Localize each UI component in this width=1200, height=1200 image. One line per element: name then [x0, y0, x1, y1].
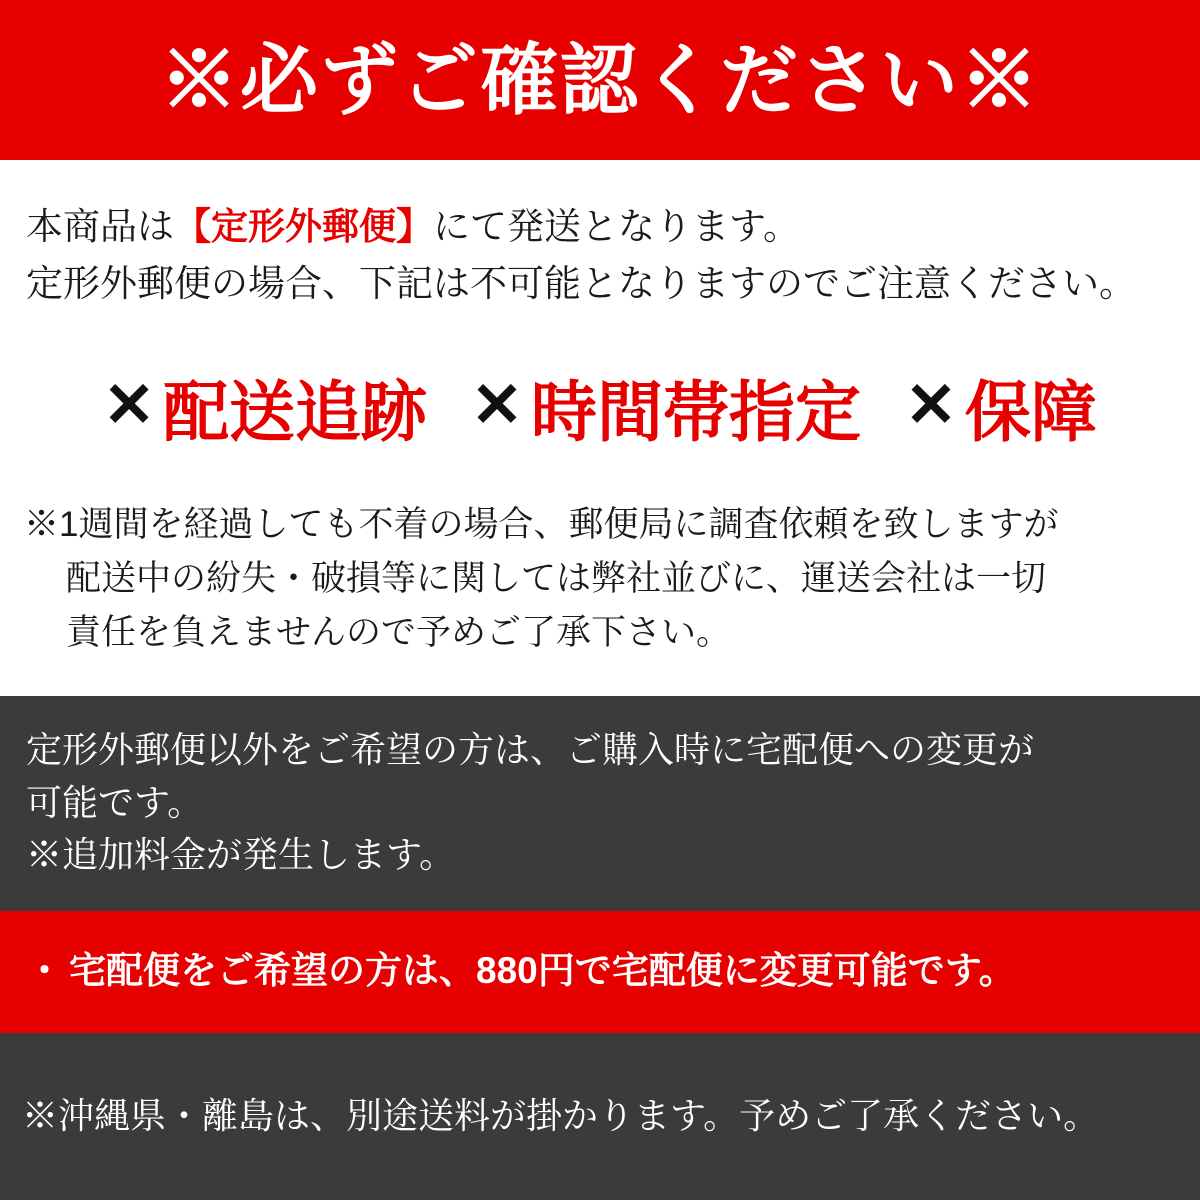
restrictions-row [0, 359, 1200, 454]
intro-line-1-highlight: 【定形外郵便】 [174, 206, 433, 247]
cross-icon: ✕ [904, 371, 957, 441]
restriction-label: 配送追跡 [163, 374, 428, 449]
remote-area-block [0, 1033, 1200, 1200]
note-line-3: 責任を負えませんので予めご了承下さい。 [66, 613, 732, 653]
upgrade-info-line-3: ※追加料金が発生します。 [26, 833, 456, 875]
cross-icon: ✕ [103, 371, 156, 441]
shipping-fee-block [0, 911, 1200, 1033]
intro-line-1-prefix: 本商品は [26, 206, 174, 247]
note-line-1: ※1週間を経過しても不着の場合、郵便局に調査依頼を致しますが [24, 504, 1059, 544]
note-line-2: 配送中の紛失・破損等に関しては弊社並びに、運送会社は一切 [66, 558, 1047, 598]
restriction-item-insurance [905, 359, 1097, 454]
restriction-label: 時間帯指定 [530, 374, 861, 449]
banner-title: ※必ずご確認ください※ [159, 36, 1040, 124]
bullet-icon: ・ [26, 950, 63, 991]
upgrade-info-line-2: 可能です。 [26, 781, 204, 823]
remote-area-text: ※沖縄県・離島は、別途送料が掛かります。予めご了承ください。 [22, 1095, 1100, 1137]
intro-section [0, 160, 1200, 313]
restriction-label: 保障 [964, 374, 1097, 449]
note-section [0, 454, 1200, 661]
restriction-item-tracking [103, 359, 427, 454]
header-banner [0, 0, 1200, 160]
upgrade-info-line-1: 定形外郵便以外をご希望の方は、ご購入時に宅配便への変更が [26, 729, 1035, 771]
shipping-fee-text: 宅配便をご希望の方は、880円で宅配便に変更可能です。 [69, 950, 1016, 991]
intro-line-2: 定形外郵便の場合、下記は不可能となりますのでご注意ください。 [26, 263, 1136, 305]
intro-line-1 [26, 198, 1174, 255]
restriction-item-time-slot [471, 359, 861, 454]
upgrade-info-block [0, 696, 1200, 911]
cross-icon: ✕ [471, 371, 523, 441]
intro-line-1-suffix: にて発送となります。 [433, 206, 801, 247]
